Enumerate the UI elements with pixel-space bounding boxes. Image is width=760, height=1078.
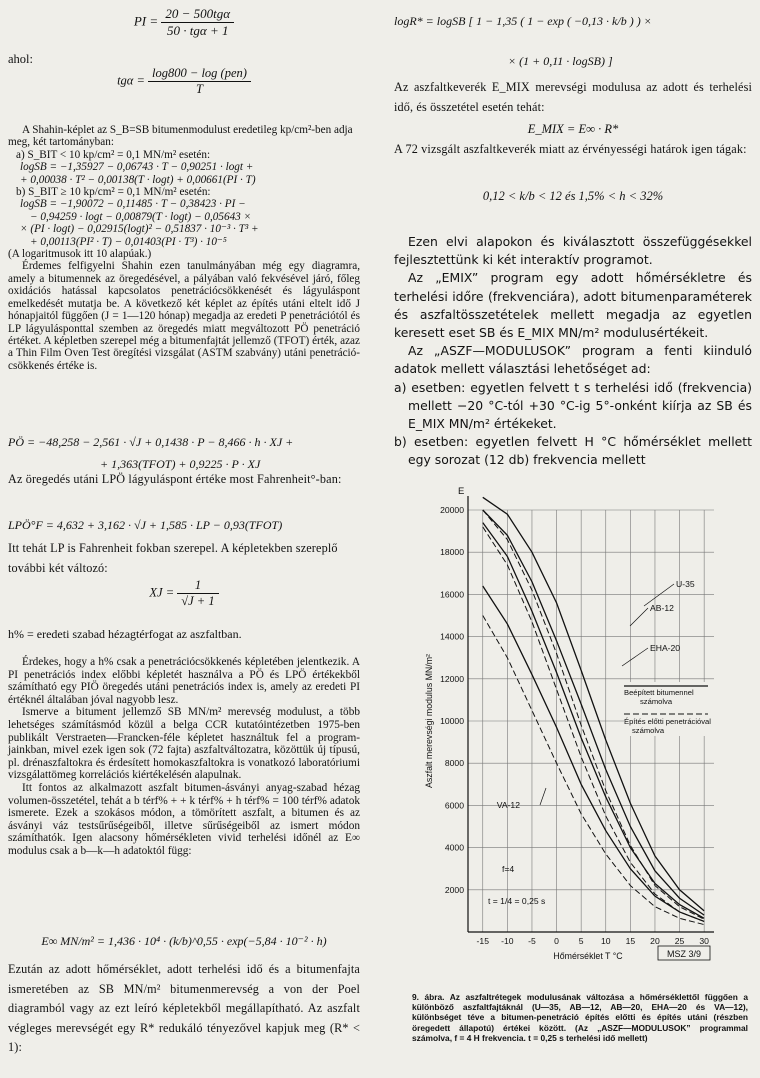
equation-pi: [8, 6, 360, 39]
equation-lhs: PI =: [133, 13, 159, 29]
y-tick-label: 6000: [444, 800, 464, 811]
case-b-formula-1: logSB = −1,90072 − 0,11485 · T − 0,38423 · PI −: [20, 198, 246, 211]
figure-caption: 9. ábra. Az aszfaltrétegek modulusának változása a hőmérséklettől függően a különböző aszfaltfajtáknál (U—35, AB—12, AB—20, EHA—20 és VA—12), különbséget téve a bitumen-penetráció építés előtti és építés utáni (részben öregedett állapotú) értékei között. (Az „ASZF—MODULUSOK” programmal számolva, f = 4 H frekvencia. t = 0,25 s terhelési idő mellett): [412, 992, 748, 1043]
paragraph-lpo: Az öregedés utáni LPÖ lágyuláspont értéke most Fahrenheit°-ban:: [8, 472, 342, 486]
fraction-denominator: T: [196, 82, 203, 96]
y-tick-label: 20000: [440, 505, 464, 515]
equation-xj: [8, 578, 360, 609]
x-tick-label: 5: [578, 936, 584, 946]
option-a: a) esetben: egyetlen felvett t s terhelési idő (frekvencia) mellett −20 °C-tól +30 °C-ig 5°-onként kiírja az SB és E_MIX MN/m² értékeket.: [394, 379, 752, 432]
fraction-denominator: 50 · tgα + 1: [167, 23, 229, 38]
fraction-numerator: 1: [177, 578, 218, 594]
series-leader-line: [540, 788, 546, 805]
equation-po: [8, 431, 360, 475]
paragraph-emix-program: Az „EMIX” program egy adott hőmérsékletre és terhelési időre (frekvenciára), adott bitumenparaméterek és aszfaltösszetételek mellett megadja az egyetlen keresett eset SB és E_MIX MN/m² modulusértékeit.: [394, 270, 752, 341]
equation-lhs: tgα =: [117, 73, 145, 88]
fraction: [161, 6, 234, 39]
legend-dashed-label-2: számolva: [632, 726, 665, 735]
case-b-formula-2: − 0,94259 · logt − 0,00879(T · logt) − 0,05643 ×: [30, 210, 252, 223]
equation-tg: [8, 66, 360, 97]
y-axis-top-label: E: [458, 486, 465, 497]
modulus-temperature-chart: [418, 486, 732, 990]
y-tick-label: 14000: [440, 631, 464, 642]
equation-lpo: LPÖ°F = 4,632 + 3,162 · √J + 1,585 · LP − 0,93(TFOT): [8, 518, 283, 532]
series-label: AB-12: [650, 603, 674, 613]
paragraph-end: Ezután az adott hőmérséklet, adott terhelési idő és a bitumenfajta ismeretében az SB MN/m² bitumenmerevség a von der Poel diagramból vagy az ezt leíró képletekből megállapítható. Az aszfalt végleges merevségét egy R* redukáló tényezővel kapjuk meg (R* < 1):: [8, 962, 360, 1054]
y-tick-label: 8000: [444, 758, 464, 769]
fraction: [177, 578, 218, 609]
shahin-intro: A Shahin-képlet az S_B=SB bitumenmodulust eredetileg kp/cm²-ben adja meg, két tartományban:: [8, 124, 353, 149]
x-tick-label: -5: [528, 936, 536, 946]
paragraph-h: Érdekes, hogy a h% csak a penetrációcsökkenés képletében jelentkezik. A PI penetrációs index előbbi képletét használva a PÖ és LPÖ értékekből számítható egy PIÖ öregedés utáni penetrációs index is, amely az eredeti PI értéknél általában jóval nagyobb lesz.: [8, 656, 360, 706]
equation-einf: E∞ MN/m² = 1,436 · 10⁴ · (k/b)^0,55 · exp(−5,84 · 10⁻² · h): [41, 934, 327, 948]
case-b-formula-3: × (PI · logt) − 0,02915(logt)² − 0,51837 · 10⁻³ · T³ +: [20, 223, 259, 236]
paragraph-emix: Az aszfaltkeverék E_MIX merevségi modulusa az adott és terhelési idő, és összetétel esetén tehát:: [394, 80, 752, 114]
equation-lhs: XJ =: [149, 585, 175, 600]
series-line: [483, 586, 704, 921]
x-tick-label: 20: [650, 936, 660, 946]
case-a-formula-2: + 0,00038 · T² − 0,00138(T · logt) + 0,00661(PI · T): [20, 173, 256, 186]
x-tick-label: 30: [699, 936, 709, 946]
fraction-denominator: √J + 1: [181, 594, 215, 608]
fraction: [148, 66, 251, 97]
paragraph-lp: Itt tehát LP is Fahrenheit fokban szerepel. A képletekben szereplő további két változó:: [8, 541, 338, 575]
middle-paragraphs: [8, 656, 360, 858]
chart-container: [418, 486, 732, 990]
fraction-numerator: log800 − log (pen): [148, 66, 251, 82]
ahol-label: ahol:: [8, 52, 33, 66]
y-tick-label: 4000: [444, 842, 464, 853]
program-description: [394, 233, 752, 470]
series-leader-line: [630, 608, 648, 626]
case-a-formula-1: logSB = −1,35927 − 0,06743 · T − 0,90251 · logt +: [20, 161, 254, 174]
y-tick-label: 2000: [444, 884, 464, 895]
equation-line: + 1,363(TFOT) + 0,9225 · P · XJ: [100, 457, 261, 471]
x-tick-label: 25: [674, 936, 685, 946]
y-tick-label: 10000: [440, 716, 464, 726]
annotation-frequency: f=4: [502, 864, 515, 874]
legend-solid-label-1: Beépített bitumennel: [624, 688, 694, 697]
shahin-block: [8, 124, 360, 372]
series-leader-line: [622, 648, 648, 666]
paragraph-aszf-program: Az „ASZF—MODULUSOK” program a fenti kiinduló adatok mellett választási lehetőséget ad:: [394, 343, 752, 377]
equation-logr-1: logR* = logSB [ 1 − 1,35 ( 1 − exp ( −0,13 · k/b ) ) ×: [394, 14, 652, 28]
log-note: (A logaritmusok itt 10 alapúak.): [8, 248, 152, 261]
case-b-formula-4: + 0,00113(PI² · T) − 0,01403(PI · T³) · 10⁻⁵: [30, 235, 227, 248]
y-tick-label: 18000: [440, 547, 464, 558]
x-tick-label: 15: [625, 936, 636, 946]
figure-code: MSZ 3/9: [666, 949, 702, 959]
y-tick-label: 12000: [440, 673, 464, 684]
paragraph-sb: Ismerve a bitument jellemző SB MN/m² merevség modulust, a több lehetséges számításmód közül a belga CCR kutatóintézetben 1975-ben publikált Verstraeten—Francken-féle képletet használtuk fel a programjainkban, mivel ezek igen sok (72 fajta) aszfaltváltozatra, közöttük új típusú, pl. drénaszfaltokra és érdesített homokaszfaltokra is vonatkozó laboratóriumi vizsgálattömeg korrelációs kiértékelésén alapulnak.: [8, 706, 360, 782]
y-tick-label: 16000: [440, 589, 464, 600]
case-b-label: b) S_BIT ≥ 10 kp/cm² = 0,1 MN/m² esetén:: [16, 186, 211, 199]
paragraph-72: A 72 vizsgált aszfaltkeverék miatt az érvényességi határok igen tágak:: [394, 142, 747, 156]
annotation-loading-time: t = 1/4 = 0,25 s: [488, 896, 546, 906]
equation-emix: E_MIX = E∞ · R*: [527, 122, 619, 136]
x-axis-label: Hőmérséklet T °C: [553, 951, 623, 961]
equation-bounds: 0,12 < k/b < 12 és 1,5% < h < 32%: [482, 189, 664, 203]
equation-logr-2: × (1 + 0,11 · logSB) ]: [508, 54, 613, 68]
x-tick-label: -10: [501, 936, 514, 946]
series-label: U-35: [676, 579, 695, 589]
legend-dashed-label-1: Építés előtti penetrációval: [624, 717, 711, 726]
option-b: b) esetben: egyetlen felvett H °C hőmérséklet mellett egy sorozat (12 db) frekvencia mellett: [394, 434, 752, 468]
h-definition: h% = eredeti szabad hézagtérfogat az aszfaltban.: [8, 627, 242, 641]
series-label: VA-12: [496, 800, 520, 810]
y-axis-label: Aszfalt merevségi modulus MN/m²: [424, 654, 434, 788]
paragraph-shahin: Érdemes felfigyelni Shahin ezen tanulmányában még egy diagramra, amely a bitumennek az öregedésével, a pályában való fekvésével járó, főleg oxidációs hatással kapcsolatos penetrációcsökkenését és lágyuláspont emelkedését mutatja be. A következő két képlet az építés utáni eltelt idő J hónapjaitól függően (J = 1—120 hónap) megadja az eredeti P penetrációtól és LP lágyulásponttal szemben az öregedés miatt megváltozott PÖ penetráció értéket. A képletben szerepel még a bitumenfajtát jellemző (TFOT) érték, azaz a Thin Film Oven Test öregítési vizsgálat (ASTM szabvány) utáni penetrációcsökkenés értéke is.: [8, 260, 360, 372]
case-a-label: a) S_BIT < 10 kp/cm² = 0,1 MN/m² esetén:: [16, 148, 211, 161]
equation-line: PÖ = −48,258 − 2,561 · √J + 0,1438 · P − 8,466 · h · XJ +: [8, 435, 294, 449]
x-tick-label: 10: [600, 936, 611, 946]
x-tick-label: -15: [476, 936, 489, 946]
legend-solid-label-2: számolva: [640, 697, 673, 706]
paragraph-itt: Itt fontos az alkalmazott aszfalt bitumen-ásványi anyag-szabad hézag volumen-összetétel, tehát a b térf% + + k térf% + h térf% = 100 térf% adatok ismerete. Ezek a szokásos módon, a tömörített aszfalt, a bitumen és az ásványi váz testsűrűségeiből, illetve sűrűségeiből az ismert módon számíthatók. Igen alacsony hőmérsékleten vivid terhelési időnél az E∞ modulus csak a b—k—h adatoktól függ:: [8, 781, 360, 857]
fraction-numerator: 20 − 500tgα: [161, 6, 234, 23]
x-tick-label: 0: [554, 936, 559, 946]
series-label: EHA-20: [650, 643, 681, 653]
paragraph-elvi: Ezen elvi alapokon és kiválasztott összefüggésekkel fejlesztettünk ki két interaktív programot.: [394, 234, 752, 268]
